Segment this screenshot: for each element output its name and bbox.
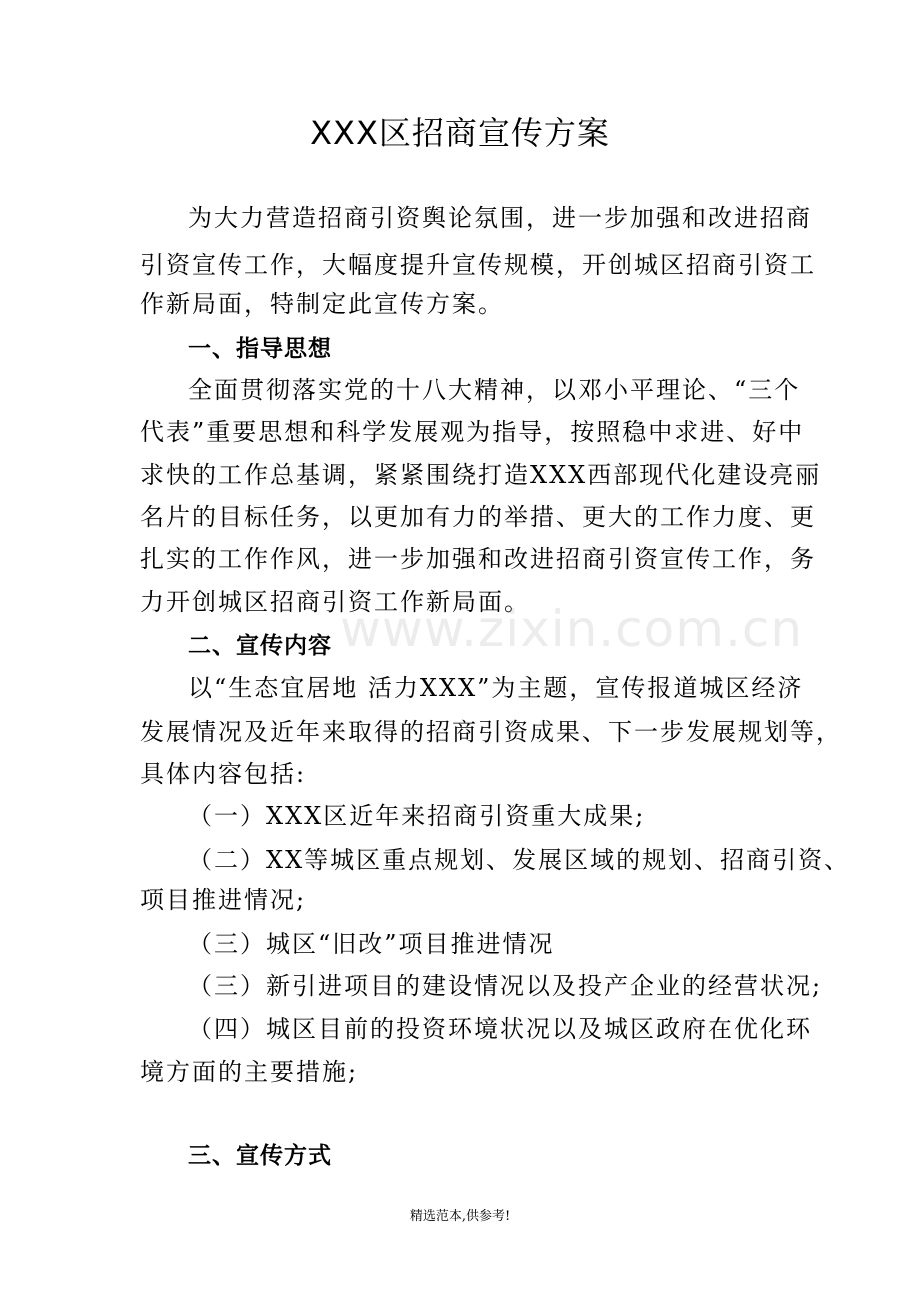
section1-line-2: 代表”重要思想和科学发展观为指导，按照稳中求进、好中 [140,418,805,446]
intro-line-3: 作新局面，特制定此宣传方案。 [140,290,504,318]
section2-item-2: （二）XX等城区重点规划、发展区域的规划、招商引资、 [188,846,851,874]
section1-line-1: 全面贯彻落实党的十八大精神，以邓小平理论、“三个 [188,376,801,404]
section2-item-4: （三）新引进项目的建设情况以及投产企业的经营状况; [188,972,823,1000]
section-heading-guiding-thought: 一、指导思想 [188,336,332,362]
section2-line-3: 具体内容包括: [140,760,307,788]
section2-item-5-cont: 境方面的主要措施; [140,1058,359,1086]
section2-line-2: 发展情况及近年来取得的招商引资成果、下一步发展规划等， [140,718,842,746]
section-heading-publicity-content: 二、宣传内容 [188,633,332,659]
intro-line-2: 引资宣传工作，大幅度提升宣传规模，开创城区招商引资工 [140,251,816,279]
section1-line-4: 名片的目标任务，以更加有力的举措、更大的工作力度、更 [140,503,816,531]
section1-line-5: 扎实的工作作风，进一步加强和改进招商引资宣传工作，务 [140,545,816,573]
page-footer: 精选范本,供参考! [409,1209,511,1224]
watermark: www.zixin.com.cn [340,600,804,658]
section1-line-3: 求快的工作总基调，紧紧围绕打造XXX西部现代化建设亮丽 [140,461,822,489]
section2-item-1: （一）XXX区近年来招商引资重大成果; [188,802,646,830]
document-title: XXX区招商宣传方案 [310,114,610,152]
intro-line-1: 为大力营造招商引资舆论氛围，进一步加强和改进招商 [188,204,812,232]
section1-line-6: 力开创城区招商引资工作新局面。 [140,588,530,616]
section-heading-publicity-methods: 三、宣传方式 [188,1143,332,1169]
section2-item-2-cont: 项目推进情况; [140,886,307,914]
section2-item-3: （三）城区“旧改”项目推进情况 [188,930,555,958]
section2-item-5: （四）城区目前的投资环境状况以及城区政府在优化环 [188,1015,812,1043]
section2-line-1: 以“生态宜居地 活力XXX”为主题，宣传报道城区经济 [188,674,804,702]
